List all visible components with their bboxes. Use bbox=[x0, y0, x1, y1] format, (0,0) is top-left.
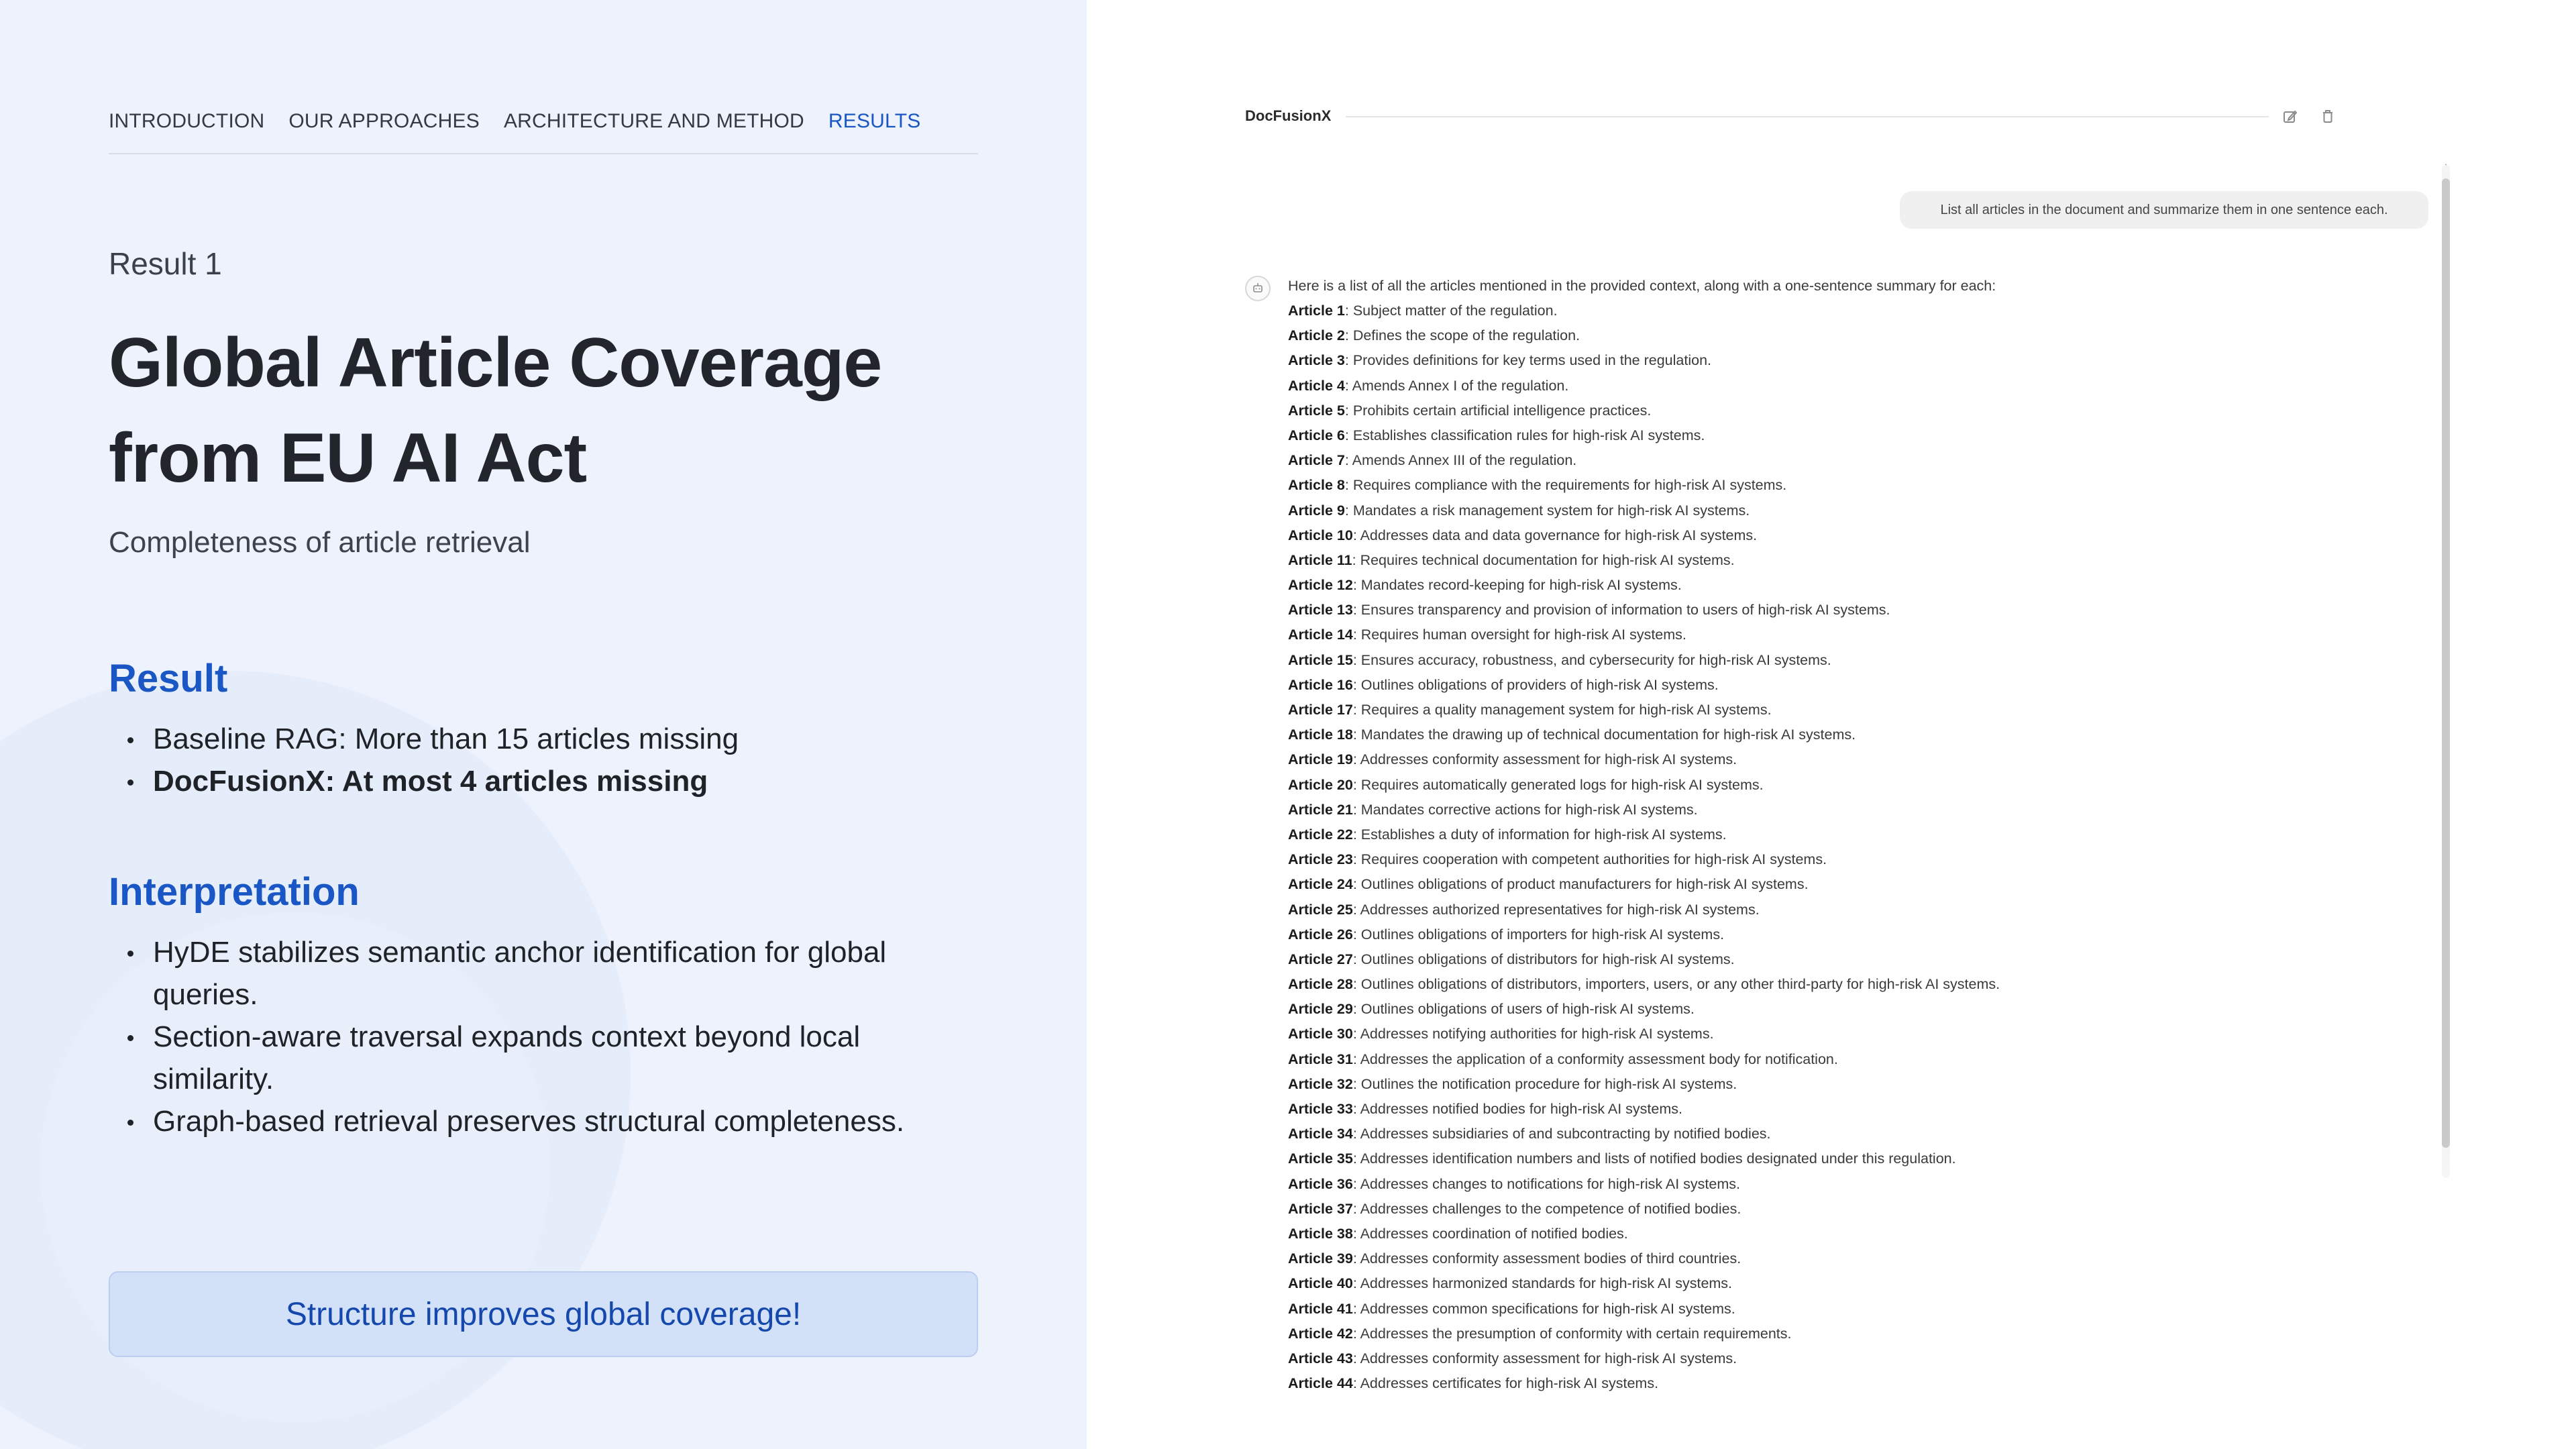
article-label: Article 10 bbox=[1288, 527, 1353, 543]
article-item bbox=[1288, 722, 2428, 747]
article-separator: : bbox=[1344, 427, 1353, 443]
article-item bbox=[1288, 548, 2428, 573]
article-separator: : bbox=[1352, 1175, 1360, 1192]
article-label: Article 27 bbox=[1288, 951, 1353, 967]
article-label: Article 7 bbox=[1288, 452, 1345, 469]
edit-icon[interactable] bbox=[2281, 107, 2300, 126]
app-name: DocFusionX bbox=[1245, 107, 1332, 124]
article-label: Article 44 bbox=[1288, 1375, 1353, 1392]
article-label: Article 23 bbox=[1288, 851, 1353, 868]
slide-subtitle: Completeness of article retrieval bbox=[109, 526, 531, 559]
article-separator: : bbox=[1352, 851, 1361, 868]
article-summary: Addresses notifying authorities for high-risk AI systems. bbox=[1360, 1026, 1714, 1042]
article-summary: Outlines obligations of providers of high-risk AI systems. bbox=[1360, 676, 1719, 693]
article-label: Article 11 bbox=[1288, 551, 1352, 568]
article-label: Article 20 bbox=[1288, 776, 1353, 793]
article-summary: Addresses data and data governance for high-risk AI systems. bbox=[1360, 527, 1758, 543]
article-separator: : bbox=[1344, 402, 1353, 419]
article-label: Article 9 bbox=[1288, 502, 1345, 519]
article-item bbox=[1288, 798, 2428, 822]
article-separator: : bbox=[1352, 1250, 1360, 1267]
article-separator: : bbox=[1352, 926, 1361, 943]
article-item bbox=[1288, 1047, 2428, 1072]
article-label: Article 33 bbox=[1288, 1101, 1353, 1117]
scrollbar[interactable] bbox=[2442, 165, 2450, 1178]
article-label: Article 39 bbox=[1288, 1250, 1353, 1267]
article-separator: : bbox=[1352, 1001, 1361, 1018]
article-label: Article 15 bbox=[1288, 651, 1353, 668]
article-item bbox=[1288, 348, 2428, 373]
article-separator: : bbox=[1352, 627, 1361, 643]
article-label: Article 2 bbox=[1288, 327, 1345, 344]
article-label: Article 35 bbox=[1288, 1150, 1353, 1167]
article-separator: : bbox=[1352, 1375, 1360, 1392]
article-item bbox=[1288, 648, 2428, 673]
article-label: Article 34 bbox=[1288, 1126, 1353, 1142]
article-item bbox=[1288, 1146, 2428, 1171]
article-item bbox=[1288, 523, 2428, 548]
article-label: Article 31 bbox=[1288, 1051, 1353, 1067]
article-label: Article 14 bbox=[1288, 627, 1353, 643]
article-item bbox=[1288, 623, 2428, 647]
article-label: Article 40 bbox=[1288, 1275, 1353, 1292]
article-summary: Outlines obligations of product manufacturers for high-risk AI systems. bbox=[1360, 876, 1809, 893]
article-label: Article 30 bbox=[1288, 1026, 1353, 1042]
chat-header bbox=[1245, 107, 2238, 126]
article-summary: Establishes classification rules for high-risk AI systems. bbox=[1352, 427, 1705, 443]
article-item bbox=[1288, 1346, 2428, 1371]
article-summary: Addresses conformity assessment bodies of third countries. bbox=[1360, 1250, 1741, 1267]
article-label: Article 36 bbox=[1288, 1175, 1353, 1192]
assistant-answer bbox=[1288, 274, 2428, 1414]
article-label: Article 22 bbox=[1288, 826, 1353, 843]
article-separator: : bbox=[1352, 1200, 1360, 1217]
article-summary: Mandates the drawing up of technical documentation for high-risk AI systems. bbox=[1360, 727, 1856, 743]
article-separator: : bbox=[1344, 452, 1352, 469]
article-item bbox=[1288, 1072, 2428, 1097]
article-summary: Addresses authorized representatives for high-risk AI systems. bbox=[1360, 901, 1760, 918]
article-separator: : bbox=[1352, 876, 1361, 893]
article-item bbox=[1288, 947, 2428, 972]
article-separator: : bbox=[1352, 901, 1360, 918]
article-summary: Addresses subsidiaries of and subcontracting by notified bodies. bbox=[1360, 1126, 1771, 1142]
title-line: from EU AI Act bbox=[109, 419, 587, 497]
article-separator: : bbox=[1352, 976, 1361, 993]
article-summary: Ensures transparency and provision of information to users of high-risk AI systems. bbox=[1360, 602, 1890, 619]
article-summary: Addresses the application of a conformity assessment body for notification. bbox=[1360, 1051, 1838, 1067]
article-label: Article 17 bbox=[1288, 702, 1353, 718]
user-message-text: List all articles in the document and summarize them in one sentence each. bbox=[1940, 202, 2388, 217]
article-separator: : bbox=[1344, 502, 1353, 519]
article-separator: : bbox=[1352, 826, 1361, 843]
article-summary: Subject matter of the regulation. bbox=[1352, 303, 1558, 319]
interpretation-item: Graph-based retrieval preserves structural completeness. bbox=[109, 1100, 981, 1142]
article-separator: : bbox=[1352, 1026, 1360, 1042]
article-separator: : bbox=[1352, 1350, 1360, 1366]
article-item bbox=[1288, 448, 2428, 473]
article-label: Article 6 bbox=[1288, 427, 1345, 443]
article-label: Article 4 bbox=[1288, 377, 1345, 394]
article-summary: Outlines obligations of importers for high-risk AI systems. bbox=[1360, 926, 1725, 943]
article-separator: : bbox=[1352, 776, 1361, 793]
article-label: Article 5 bbox=[1288, 402, 1345, 419]
article-summary: Mandates corrective actions for high-risk AI systems. bbox=[1360, 801, 1698, 818]
article-summary: Addresses common specifications for high-risk AI systems. bbox=[1360, 1300, 1735, 1317]
article-summary: Defines the scope of the regulation. bbox=[1352, 327, 1580, 344]
slide-kicker: Result 1 bbox=[109, 246, 222, 281]
article-summary: Addresses coordination of notified bodies. bbox=[1360, 1225, 1628, 1242]
article-item bbox=[1288, 1322, 2428, 1346]
article-summary: Requires a quality management system for high-risk AI systems. bbox=[1360, 702, 1772, 718]
result-item: Baseline RAG: More than 15 articles missing bbox=[109, 718, 981, 760]
article-separator: : bbox=[1352, 951, 1361, 967]
nav-item-our-approaches[interactable]: OUR APPROACHES bbox=[288, 110, 480, 132]
callout-text: Structure improves global coverage! bbox=[285, 1296, 802, 1332]
article-item bbox=[1288, 972, 2428, 997]
result-item: DocFusionX: At most 4 articles missing bbox=[109, 760, 981, 802]
article-separator: : bbox=[1352, 651, 1361, 668]
article-item bbox=[1288, 299, 2428, 323]
article-separator: : bbox=[1352, 727, 1361, 743]
article-label: Article 8 bbox=[1288, 477, 1345, 494]
article-summary: Prohibits certain artificial intelligence practices. bbox=[1352, 402, 1652, 419]
article-label: Article 26 bbox=[1288, 926, 1353, 943]
article-separator: : bbox=[1352, 801, 1361, 818]
article-item bbox=[1288, 598, 2428, 623]
article-separator: : bbox=[1352, 577, 1361, 594]
article-item bbox=[1288, 1371, 2428, 1396]
article-separator: : bbox=[1344, 477, 1353, 494]
article-summary: Requires cooperation with competent authorities for high-risk AI systems. bbox=[1360, 851, 1827, 868]
scrollbar-thumb[interactable] bbox=[2442, 178, 2450, 1148]
article-label: Article 3 bbox=[1288, 352, 1345, 369]
article-summary: Outlines obligations of distributors for high-risk AI systems. bbox=[1360, 951, 1735, 967]
article-separator: : bbox=[1352, 527, 1360, 543]
article-summary: Addresses conformity assessment for high-risk AI systems. bbox=[1360, 1350, 1737, 1366]
article-separator: : bbox=[1352, 676, 1361, 693]
article-item bbox=[1288, 898, 2428, 922]
article-separator: : bbox=[1352, 1300, 1360, 1317]
article-separator: : bbox=[1352, 1101, 1360, 1117]
article-item bbox=[1288, 997, 2428, 1022]
article-separator: : bbox=[1352, 1150, 1360, 1167]
article-item bbox=[1288, 374, 2428, 398]
article-separator: : bbox=[1344, 352, 1353, 369]
article-summary: Amends Annex I of the regulation. bbox=[1352, 377, 1569, 394]
article-summary: Mandates record-keeping for high-risk AI systems. bbox=[1360, 577, 1682, 594]
article-item bbox=[1288, 872, 2428, 897]
article-separator: : bbox=[1352, 551, 1360, 568]
article-label: Article 42 bbox=[1288, 1325, 1353, 1342]
article-separator: : bbox=[1352, 1051, 1360, 1067]
article-label: Article 21 bbox=[1288, 801, 1353, 818]
article-separator: : bbox=[1352, 602, 1361, 619]
article-item bbox=[1288, 1172, 2428, 1197]
chat-screenshot bbox=[1087, 0, 2576, 1449]
article-summary: Addresses harmonized standards for high-risk AI systems. bbox=[1360, 1275, 1733, 1292]
article-separator: : bbox=[1344, 327, 1353, 344]
article-separator: : bbox=[1352, 1225, 1360, 1242]
article-summary: Ensures accuracy, robustness, and cybersecurity for high-risk AI systems. bbox=[1360, 651, 1831, 668]
article-summary: Outlines obligations of users of high-risk AI systems. bbox=[1360, 1001, 1695, 1018]
article-summary: Addresses conformity assessment for high-risk AI systems. bbox=[1360, 751, 1737, 768]
article-item bbox=[1288, 323, 2428, 348]
article-separator: : bbox=[1352, 1325, 1360, 1342]
article-summary: Addresses challenges to the competence of notified bodies. bbox=[1360, 1200, 1741, 1217]
article-summary: Addresses identification numbers and lists of notified bodies designated under this regulation. bbox=[1360, 1150, 1956, 1167]
article-item bbox=[1288, 573, 2428, 598]
article-item bbox=[1288, 423, 2428, 448]
user-message-bubble bbox=[1900, 191, 2428, 229]
article-label: Article 16 bbox=[1288, 676, 1353, 693]
article-summary: Addresses notified bodies for high-risk AI systems. bbox=[1360, 1101, 1682, 1117]
article-summary: Amends Annex III of the regulation. bbox=[1352, 452, 1577, 469]
article-item bbox=[1288, 1271, 2428, 1296]
article-item bbox=[1288, 398, 2428, 423]
article-item bbox=[1288, 698, 2428, 722]
article-item bbox=[1288, 1246, 2428, 1271]
article-label: Article 1 bbox=[1288, 303, 1345, 319]
article-item bbox=[1288, 1222, 2428, 1246]
article-label: Article 25 bbox=[1288, 901, 1353, 918]
article-label: Article 32 bbox=[1288, 1075, 1353, 1092]
slide-panel bbox=[0, 0, 1087, 1449]
article-item bbox=[1288, 1297, 2428, 1322]
article-label: Article 18 bbox=[1288, 727, 1353, 743]
section-nav bbox=[109, 107, 978, 154]
slide-title bbox=[109, 315, 1021, 506]
article-label: Article 19 bbox=[1288, 751, 1353, 768]
article-item bbox=[1288, 473, 2428, 498]
article-summary: Addresses certificates for high-risk AI systems. bbox=[1360, 1375, 1659, 1392]
article-summary: Addresses changes to notifications for high-risk AI systems. bbox=[1360, 1175, 1741, 1192]
article-label: Article 43 bbox=[1288, 1350, 1353, 1366]
bot-avatar-icon bbox=[1245, 276, 1271, 301]
article-separator: : bbox=[1352, 751, 1360, 768]
article-label: Article 37 bbox=[1288, 1200, 1353, 1217]
callout-box bbox=[109, 1271, 978, 1357]
article-label: Article 24 bbox=[1288, 876, 1353, 893]
header-divider bbox=[1346, 116, 2269, 117]
interpretation-heading: Interpretation bbox=[109, 870, 360, 914]
interpretation-item: HyDE stabilizes semantic anchor identification for global queries. bbox=[109, 931, 981, 1016]
article-label: Article 29 bbox=[1288, 1001, 1353, 1018]
article-separator: : bbox=[1352, 1126, 1360, 1142]
nav-item-introduction[interactable]: INTRODUCTION bbox=[109, 110, 265, 132]
article-separator: : bbox=[1352, 1275, 1360, 1292]
article-item bbox=[1288, 673, 2428, 698]
article-summary: Outlines obligations of distributors, importers, users, or any other third-party for high-risk AI systems. bbox=[1360, 976, 2000, 993]
interpretation-list bbox=[109, 931, 981, 1142]
result-list bbox=[109, 718, 981, 802]
article-summary: Requires technical documentation for high-risk AI systems. bbox=[1360, 551, 1735, 568]
article-item bbox=[1288, 822, 2428, 847]
article-summary: Establishes a duty of information for high-risk AI systems. bbox=[1360, 826, 1727, 843]
article-label: Article 38 bbox=[1288, 1225, 1353, 1242]
article-summary: Requires human oversight for high-risk AI systems. bbox=[1360, 627, 1686, 643]
article-summary: Mandates a risk management system for high-risk AI systems. bbox=[1352, 502, 1750, 519]
article-label: Article 12 bbox=[1288, 577, 1353, 594]
article-separator: : bbox=[1344, 303, 1353, 319]
article-item bbox=[1288, 773, 2428, 798]
article-summary: Requires automatically generated logs for high-risk AI systems. bbox=[1360, 776, 1764, 793]
article-summary: Addresses the presumption of conformity with certain requirements. bbox=[1360, 1325, 1792, 1342]
article-list bbox=[1288, 299, 2428, 1396]
article-summary: Outlines the notification procedure for high-risk AI systems. bbox=[1360, 1075, 1737, 1092]
title-line: Global Article Coverage bbox=[109, 324, 882, 402]
article-item bbox=[1288, 922, 2428, 947]
article-item bbox=[1288, 498, 2428, 523]
nav-item-results[interactable]: RESULTS bbox=[828, 110, 921, 132]
article-item bbox=[1288, 1122, 2428, 1146]
article-item bbox=[1288, 1197, 2428, 1222]
nav-item-architecture-and-method[interactable]: ARCHITECTURE AND METHOD bbox=[503, 110, 804, 132]
article-label: Article 28 bbox=[1288, 976, 1353, 993]
article-item bbox=[1288, 1097, 2428, 1122]
article-item bbox=[1288, 747, 2428, 772]
result-heading: Result bbox=[109, 657, 228, 700]
article-summary: Requires compliance with the requirements for high-risk AI systems. bbox=[1352, 477, 1787, 494]
article-separator: : bbox=[1352, 1075, 1361, 1092]
article-label: Article 41 bbox=[1288, 1300, 1353, 1317]
article-item bbox=[1288, 1022, 2428, 1046]
article-separator: : bbox=[1352, 702, 1361, 718]
trash-icon[interactable] bbox=[2318, 107, 2337, 126]
article-summary: Provides definitions for key terms used in the regulation. bbox=[1352, 352, 1712, 369]
interpretation-item: Section-aware traversal expands context beyond local similarity. bbox=[109, 1016, 981, 1100]
article-separator: : bbox=[1344, 377, 1352, 394]
answer-intro: Here is a list of all the articles mentioned in the provided context, along with a one-sentence summary for each: bbox=[1288, 278, 1996, 294]
article-label: Article 13 bbox=[1288, 602, 1353, 619]
article-item bbox=[1288, 847, 2428, 872]
